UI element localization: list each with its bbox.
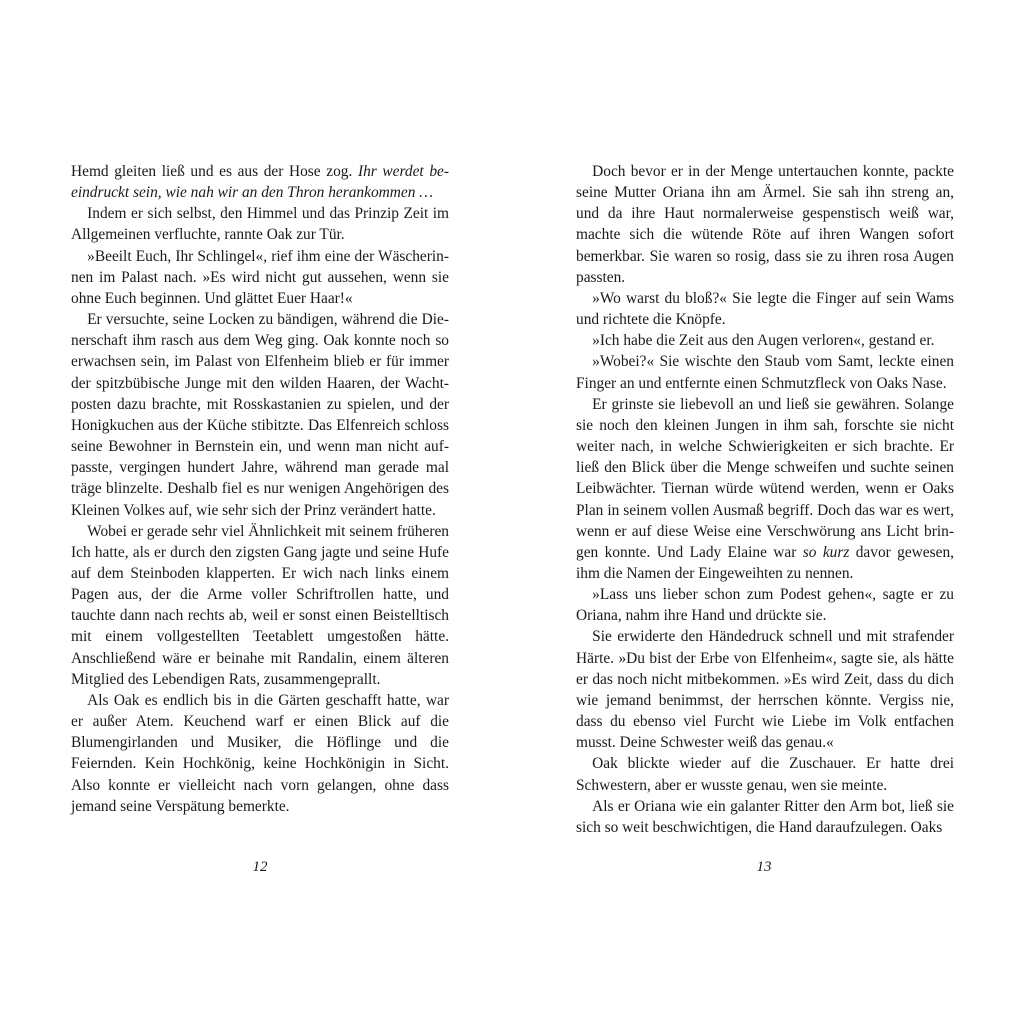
- text-run: Hemd gleiten ließ und es aus der Hose zog.: [71, 163, 358, 180]
- paragraph: [576, 626, 954, 753]
- text-run: Oak blickte wieder auf die Zuschauer. Er hatte drei Schwestern, aber er wusste genau, wen sie meinte.: [576, 755, 954, 794]
- text-run: Er grinste sie liebevoll an und ließ sie gewähren. Solange sie noch den kleinen Jungen in ihm sah, forschte sie nicht weiter nach, in welche Schwierigkeiten er sich brachte. Er ließ den Blick über die Menge schweifen und suchte seinen Leibwächter. Tiernan würde wütend werden, wenn er Oaks Plan in seinem vollen Ausmaß begriff. Doch das war es wert, wenn er auf diese Weise eine Verschwörung ans Licht bringen konnte. Und Lady Elaine war: [576, 395, 954, 561]
- paragraph: [71, 690, 449, 817]
- text-run: Als er Oriana wie ein galanter Ritter den Arm bot, ließ sie sich so weit beschwichtigen, die Hand daraufzulegen. Oaks: [576, 797, 954, 836]
- paragraph: [71, 161, 449, 203]
- text-run: davor gewesen, ihm die Namen der Eingeweihten zu nennen.: [576, 543, 954, 582]
- left-page: [71, 161, 449, 817]
- italic-text-run: Ihr werdet beeindruckt sein, wie nah wir an den Thron herankommen …: [71, 163, 449, 202]
- text-run: »Wo warst du bloß?« Sie legte die Finger auf sein Wams und richtete die Knöpfe.: [576, 289, 954, 329]
- italic-text-run: so kurz: [802, 543, 850, 561]
- text-run: Indem er sich selbst, den Himmel und das Prinzip Zeit im Allgemeinen verfluchte, rannte Oak zur Tür.: [71, 205, 449, 244]
- paragraph: [71, 309, 449, 521]
- right-page-text: [576, 161, 954, 838]
- text-run: Sie erwiderte den Händedruck schnell und mit strafender Härte. »Du bist der Erbe von Elfenheim«, sagte sie, als hätte er das noch nicht mitbekommen. »Es wird Zeit, dass du dich wie jemand benimmst, der herrschen könnte. Vergiss nie, dass du ebenso viel Furcht wie Liebe im Volk entfachen musst. Deine Schwester weiß das genau.«: [576, 628, 954, 752]
- paragraph: [576, 161, 954, 288]
- paragraph: [576, 753, 954, 795]
- text-run: Als Oak es endlich bis in die Gärten geschafft hatte, war er außer Atem. Keuchend warf er einen Blick auf die Blumengirlanden und Musiker, die Höflinge und die Feiernden. Kein Hochkönig, keine Hochkönigin in Sicht. Also konnte er vielleicht nach vorn gelangen, ohne dass jemand seine Verspätung bemerkte.: [71, 691, 449, 815]
- left-page-text: [71, 161, 449, 817]
- right-page-number: 13: [756, 859, 772, 875]
- text-run: »Lass uns lieber schon zum Podest gehen«, sagte er zu Oriana, nahm ihre Hand und drückte sie.: [576, 586, 954, 625]
- text-run: Doch bevor er in der Menge untertauchen konnte, packte seine Mutter Oriana ihn am Ärmel. Sie sah ihn streng an, und da ihre Haut normalerweise gespenstisch weiß war, machte sich die wütende Röte auf ihren Wangen sofort bemerkbar. Sie waren so rosig, dass sie zu ihren rosa Augen passten.: [576, 163, 954, 286]
- paragraph: [576, 796, 954, 838]
- left-page-number: 12: [252, 859, 268, 875]
- text-run: »Wobei?« Sie wischte den Staub vom Samt, leckte einen Finger an und entfernte einen Schmutzfleck von Oaks Nase.: [576, 353, 954, 392]
- right-page: [576, 161, 954, 838]
- paragraph: [576, 394, 954, 584]
- text-run: Wobei er gerade sehr viel Ähnlichkeit mit seinem früheren Ich hatte, als er durch den zigsten Gang jagte und seine Hufe auf dem Steinboden klapperten. Er wich nach links einem Pagen aus, der die Arme voller Schriftrollen hatte, und tauchte dann nach rechts ab, weil er sonst einen Beistelltisch mit einem vollgestellten Teetablett umgestoßen hätte. Anschließend wäre er beinahe mit Randalin, einem älteren Mitglied des Lebendigen Rats, zusammengeprallt.: [71, 522, 449, 688]
- text-run: »Beeilt Euch, Ihr Schlingel«, rief ihm eine der Wäscherinnen im Palast nach. »Es wird nicht gut aussehen, wenn sie ohne Euch beginnen. Und glättet Euer Haar!«: [71, 247, 449, 307]
- text-run: »Ich habe die Zeit aus den Augen verloren«, gestand er.: [592, 332, 935, 350]
- paragraph: [576, 330, 954, 351]
- paragraph: [576, 288, 954, 330]
- paragraph: [71, 521, 449, 690]
- text-run: Er versuchte, seine Locken zu bändigen, während die Dienerschaft ihm rasch aus dem Weg ging. Oak konnte noch so erwachsen sein, im Palast von Elfenheim blieb er für immer der spitzbübische Junge mit den wilden Haaren, der Wachtposten dazu brachte, mit Rosskastanien zu spielen, und der Honigkuchen aus der Küche stibitzte. Das Elfenreich schloss seine Bewohner in Bernstein ein, und wenn man nicht aufpasste, vergingen hundert Jahre, während man gerade mal träge blinzelte. Deshalb fiel es nur wenigen Angehörigen des Kleinen Volkes auf, wie sehr sich der Prinz verändert hatte.: [71, 311, 449, 519]
- paragraph: [71, 203, 449, 245]
- paragraph: [71, 246, 449, 309]
- paragraph: [576, 584, 954, 626]
- paragraph: [576, 351, 954, 393]
